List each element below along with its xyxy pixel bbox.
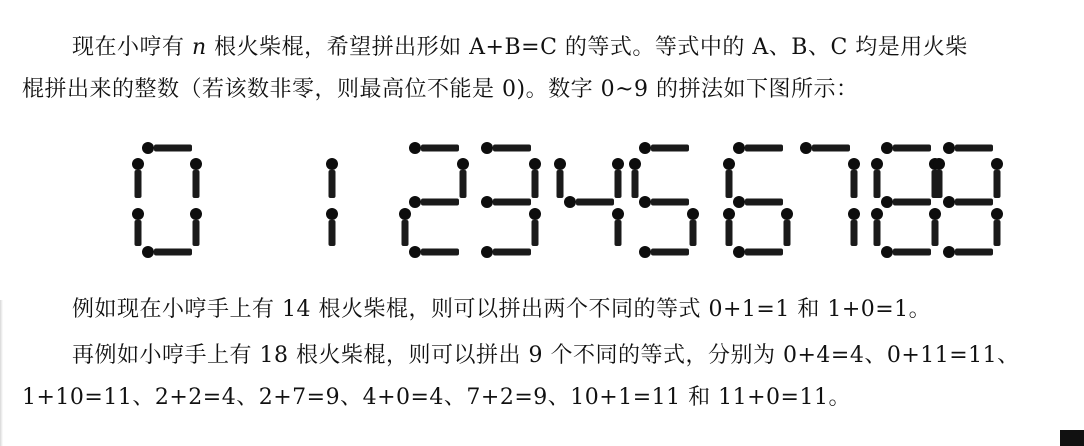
digit-9-stick-b: [994, 170, 1001, 198]
paragraph-3-line-2: 1+10=11、2+2=4、2+7=9、4+0=4、7+2=9、10+1=11 和 11+0=11。: [22, 385, 851, 410]
digit-5-stick-f: [632, 170, 639, 198]
digit-9-stick-a-head: [943, 142, 955, 154]
digit-3-stick-a: [493, 145, 531, 152]
digit-0-stick-c: [193, 220, 200, 246]
digit-6-stick-f-head: [723, 158, 735, 170]
digit-5-stick-c-head: [687, 208, 699, 220]
digit-4-stick-c: [615, 220, 622, 246]
digit-3-stick-c: [532, 220, 539, 246]
digit-3-stick-d: [493, 249, 531, 256]
digit-3-stick-g: [493, 199, 531, 206]
digit-2-stick-d-head: [409, 246, 421, 258]
digit-8-stick-g-head: [881, 196, 893, 208]
digit-7-stick-b-head: [848, 158, 860, 170]
variable-n: n: [192, 35, 207, 60]
digit-9-stick-c-head: [991, 208, 1003, 220]
digit-2-stick-d: [421, 249, 459, 256]
digit-1-stick-c-head: [326, 208, 338, 220]
digit-3-stick-b: [532, 170, 539, 198]
digit-8-stick-f-head: [871, 158, 883, 170]
digit-5-stick-g: [651, 199, 689, 206]
digit-0-stick-b: [193, 170, 200, 198]
digit-0-stick-d-head: [142, 246, 154, 258]
digit-5-stick-d: [651, 249, 689, 256]
digit-7-stick-c: [851, 220, 858, 246]
digit-1-stick-c: [329, 220, 336, 246]
digit-5-stick-a: [651, 145, 689, 152]
digit-5-stick-f-head: [629, 158, 641, 170]
digit-9-stick-f-head: [933, 158, 945, 170]
digit-4-stick-b: [615, 170, 622, 198]
digit-6-stick-d: [745, 249, 783, 256]
digit-8-stick-c: [932, 220, 939, 246]
digit-6-stick-e-head: [723, 208, 735, 220]
paragraph-1-line-2: 棍拼出来的整数（若该数非零，则最高位不能是 0)。数字 0~9 的拼法如下图所示：: [22, 77, 859, 102]
digit-9-stick-d-head: [943, 246, 955, 258]
paragraph-1-text-b: 根火柴棍，希望拼出形如 A+B=C 的等式。等式中的 A、B、C 均是用火柴: [206, 35, 968, 60]
digit-9-stick-d: [955, 249, 993, 256]
digit-8-stick-g: [893, 199, 931, 206]
digit-0-stick-f: [135, 170, 142, 198]
corner-scan-mark: [1060, 430, 1084, 446]
digit-1-stick-b-head: [326, 158, 338, 170]
scan-edge-shadow: [0, 300, 3, 446]
digit-8-stick-d-head: [881, 246, 893, 258]
paragraph-2-line: 例如现在小哼手上有 14 根火柴棍，则可以拼出两个不同的等式 0+1=1 和 1+0=1。: [72, 297, 932, 322]
digit-0-stick-c-head: [190, 208, 202, 220]
digit-6-stick-c: [784, 220, 791, 246]
digit-0-stick-e-head: [132, 208, 144, 220]
digit-5-stick-g-head: [639, 196, 651, 208]
paragraph-3-line-1: 再例如小哼手上有 18 根火柴棍，则可以拼出 9 个不同的等式，分别为 0+4=4、0+11=11、: [72, 343, 1020, 368]
digit-8-stick-e: [874, 220, 881, 246]
digit-6-stick-a: [745, 145, 783, 152]
digit-6-stick-a-head: [733, 142, 745, 154]
digit-3-stick-c-head: [529, 208, 541, 220]
digit-5-stick-a-head: [639, 142, 651, 154]
digit-0-stick-a: [154, 145, 192, 152]
digit-8-stick-a-head: [881, 142, 893, 154]
digit-6-stick-d-head: [733, 246, 745, 258]
digit-7-stick-a: [812, 145, 850, 152]
digit-8-stick-a: [893, 145, 931, 152]
digit-6-stick-g-head: [733, 196, 745, 208]
digit-2-stick-e-head: [399, 208, 411, 220]
digit-9-stick-g: [955, 199, 993, 206]
digit-8-stick-e-head: [871, 208, 883, 220]
digit-4-stick-g: [576, 199, 614, 206]
digit-7-stick-a-head: [800, 142, 812, 154]
digit-3-stick-d-head: [481, 246, 493, 258]
digit-6-stick-f: [726, 170, 733, 198]
digit-4-stick-f-head: [554, 158, 566, 170]
digit-8-stick-c-head: [929, 208, 941, 220]
digit-2-stick-g: [421, 199, 459, 206]
digit-3-stick-a-head: [481, 142, 493, 154]
digit-2-stick-b-head: [457, 158, 469, 170]
digit-4-stick-f: [557, 170, 564, 198]
paragraph-1-text-a: 现在小哼有: [72, 35, 192, 60]
digit-9-stick-c: [994, 220, 1001, 246]
digit-7-stick-c-head: [848, 208, 860, 220]
digit-3-stick-b-head: [529, 158, 541, 170]
digit-2-stick-e: [402, 220, 409, 246]
digit-2-stick-g-head: [409, 196, 421, 208]
digit-6-stick-c-head: [781, 208, 793, 220]
digit-0-stick-d: [154, 249, 192, 256]
digit-0-stick-b-head: [190, 158, 202, 170]
digit-2-stick-a-head: [409, 142, 421, 154]
digit-3-stick-g-head: [481, 196, 493, 208]
digit-5-stick-d-head: [639, 246, 651, 258]
digit-8-stick-f: [874, 170, 881, 198]
digit-5-stick-c: [690, 220, 697, 246]
digit-2-stick-a: [421, 145, 459, 152]
digit-9-stick-a: [955, 145, 993, 152]
digit-9-stick-g-head: [943, 196, 955, 208]
digit-2-stick-b: [460, 170, 467, 198]
digit-6-stick-g: [745, 199, 783, 206]
digit-9-stick-f: [936, 170, 943, 198]
digit-9-stick-b-head: [991, 158, 1003, 170]
digit-7-stick-b: [851, 170, 858, 198]
digit-1-stick-b: [329, 170, 336, 198]
digit-6-stick-e: [726, 220, 733, 246]
digit-8-stick-d: [893, 249, 931, 256]
digit-0-stick-f-head: [132, 158, 144, 170]
digit-4-stick-b-head: [612, 158, 624, 170]
digit-0-stick-a-head: [142, 142, 154, 154]
digit-0-stick-e: [135, 220, 142, 246]
digit-4-stick-g-head: [564, 196, 576, 208]
digit-4-stick-c-head: [612, 208, 624, 220]
